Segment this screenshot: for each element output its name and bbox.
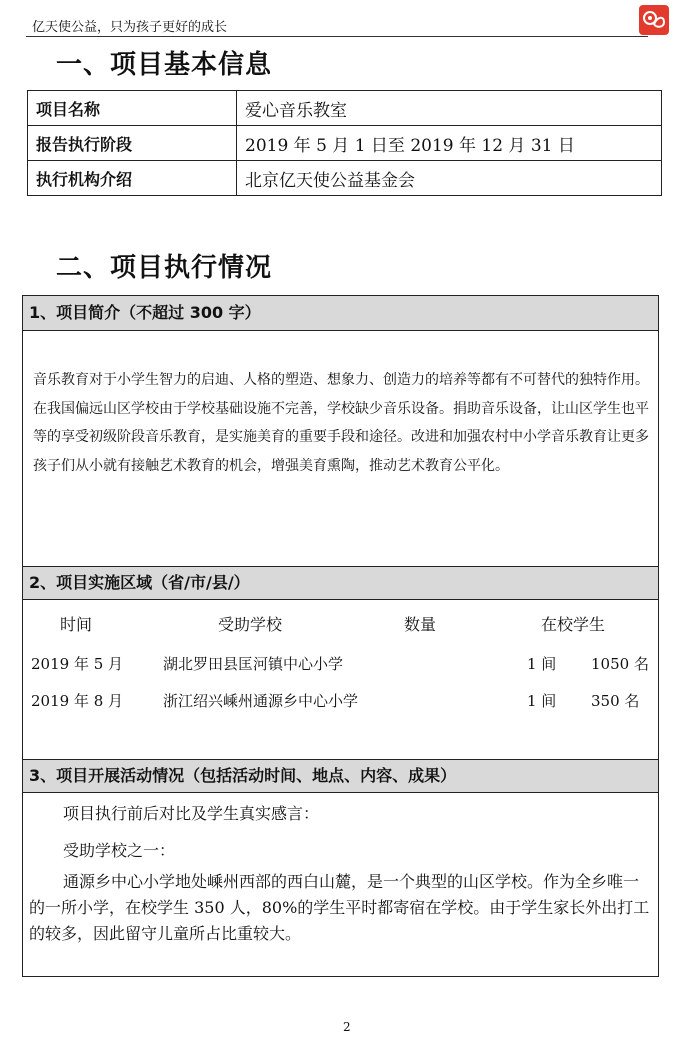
table-row xyxy=(28,91,662,126)
section2-title: 二、项目执行情况 xyxy=(56,253,273,283)
execution-box xyxy=(22,295,659,977)
row-value: 2019 年 5 月 1 日至 2019 年 12 月 31 日 xyxy=(237,126,662,161)
row-value: 北京亿天使公益基金会 xyxy=(237,161,662,196)
page-header xyxy=(26,10,648,37)
header-tagline: 亿天使公益，只为孩子更好的成长 xyxy=(32,20,228,35)
section1-title: 一、项目基本信息 xyxy=(56,50,273,80)
area-row-time: 2019 年 8 月 xyxy=(31,692,124,710)
area-row-school: 湖北罗田县匡河镇中心小学 xyxy=(163,655,344,673)
area-row-time: 2019 年 5 月 xyxy=(31,655,124,673)
row-label: 报告执行阶段 xyxy=(28,126,237,161)
activity-text: 通源乡中心小学地处嵊州西部的西白山麓，是一个典型的山区学校。作为全乡唯一的一所小学，在校学生 350 人，80%的学生平时都寄宿在学校。由于学生家长外出打工的较多，因此留守儿童所占比重较大。 xyxy=(29,872,650,943)
col-count: 数量 xyxy=(404,615,437,634)
col-school: 受助学校 xyxy=(218,615,283,634)
table-row xyxy=(28,126,662,161)
area-row-count: 1 间 xyxy=(527,692,557,710)
row-label: 执行机构介绍 xyxy=(28,161,237,196)
area-heading: 2、项目实施区域（省/市/县/） xyxy=(23,566,658,600)
page-number: 2 xyxy=(343,1020,351,1034)
area-row-count: 1 间 xyxy=(527,655,557,673)
activity-line2: 受助学校之一： xyxy=(63,841,176,860)
activity-line1: 项目执行前后对比及学生真实感言： xyxy=(63,804,320,823)
area-row-school: 浙江绍兴嵊州通源乡中心小学 xyxy=(163,692,359,710)
angel-logo-icon xyxy=(638,4,670,36)
table-row xyxy=(28,161,662,196)
col-time: 时间 xyxy=(60,615,93,634)
intro-text: 音乐教育对于小学生智力的启迪、人格的塑造、想象力、创造力的培养等都有不可替代的独特作用。在我国偏远山区学校由于学校基础设施不完善，学校缺少音乐设备。捐助音乐设备，让山区学生也平等的享受初级阶段音乐教育，是实施美育的重要手段和途径。改进和加强农村中小学音乐教育让更多孩子们从小就有接触艺术教育的机会，增强美育熏陶，推动艺术教育公平化。 xyxy=(33,372,649,474)
area-row-students: 350 名 xyxy=(591,692,640,710)
row-value: 爱心音乐教室 xyxy=(237,91,662,126)
row-label: 项目名称 xyxy=(28,91,237,126)
area-row-students: 1050 名 xyxy=(591,655,649,673)
basic-info-table xyxy=(27,90,662,196)
col-students: 在校学生 xyxy=(541,615,606,634)
activity-heading: 3、项目开展活动情况（包括活动时间、地点、内容、成果） xyxy=(23,759,658,793)
intro-heading: 1、项目简介（不超过 300 字） xyxy=(23,295,658,331)
